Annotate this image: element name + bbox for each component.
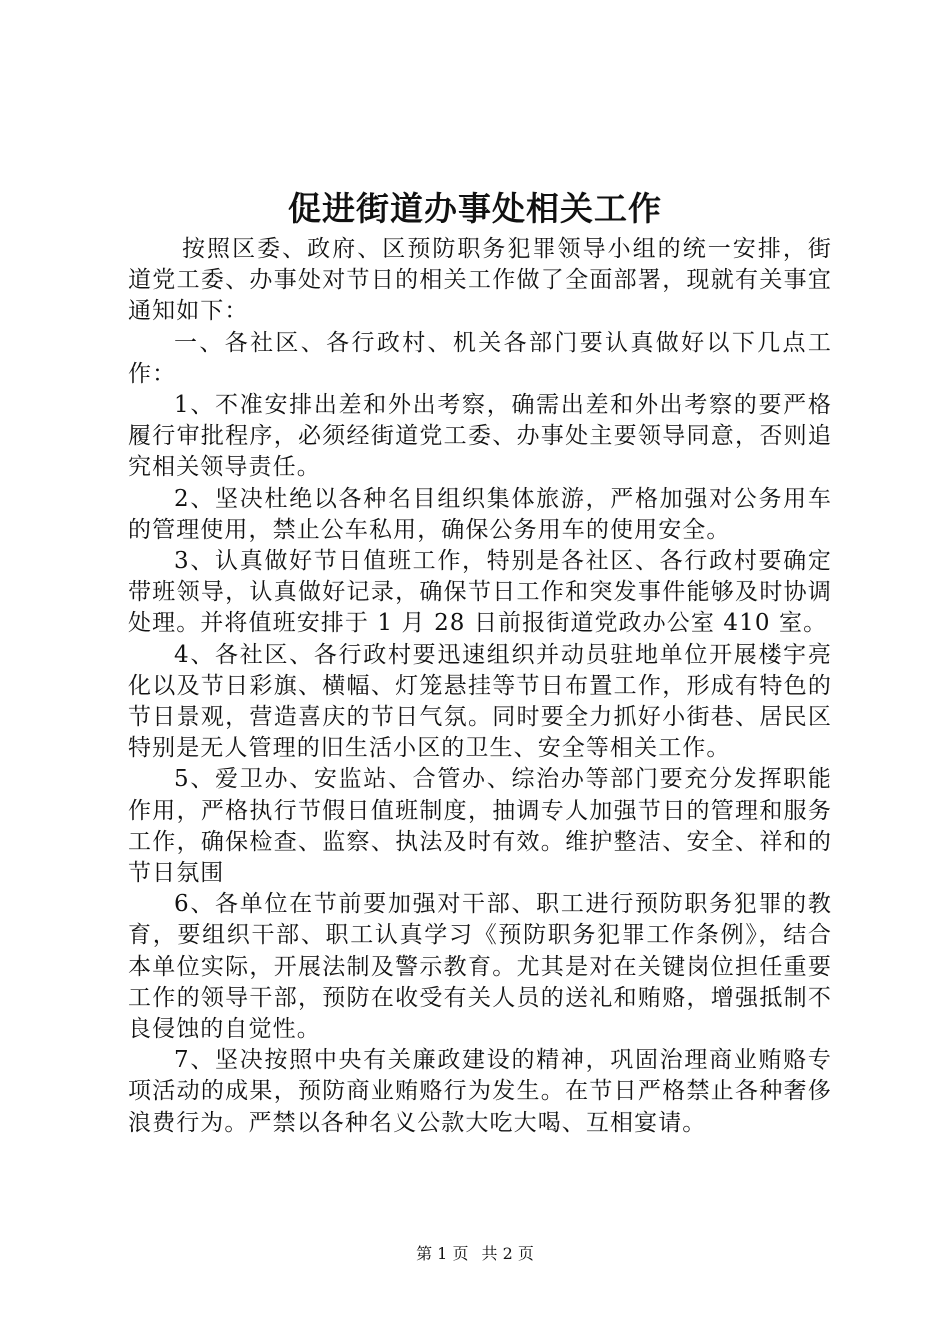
- paragraph-item-5: 5、爱卫办、安监站、合管办、综治办等部门要充分发挥职能作用，严格执行节假日值班制度，抽调专人加强节日的管理和服务工作，确保检查、监察、执法及时有效。维护整洁、安全、祥和的节日氛围: [128, 766, 832, 887]
- paragraph-item-2: 2、坚决杜绝以各种名目组织集体旅游，严格加强对公务用车的管理使用，禁止公车私用，确保公务用车的使用安全。: [128, 485, 832, 543]
- document-title: 促进街道办事处相关工作: [288, 189, 662, 228]
- paragraph-intro: 按照区委、政府、区预防职务犯罪领导小组的统一安排，街道党工委、办事处对节日的相关工作做了全面部署，现就有关事宜通知如下：: [128, 236, 832, 325]
- page-footer: [0, 1242, 950, 1266]
- page-number: 第 1 页: [416, 1244, 469, 1263]
- paragraph-item-3: 3、认真做好节日值班工作，特别是各社区、各行政村要确定带班领导，认真做好记录，确保节日工作和突发事件能够及时协调处理。并将值班安排于 1 月 28 日前报街道党政办公室 410 室。: [128, 548, 832, 637]
- paragraph-section-1: 一、各社区、各行政村、机关各部门要认真做好以下几点工作：: [128, 329, 832, 387]
- paragraph-item-1: 1、不准安排出差和外出考察，确需出差和外出考察的要严格履行审批程序，必须经街道党工委、办事处主要领导同意，否则追究相关领导责任。: [128, 392, 832, 481]
- paragraph-item-6: 6、各单位在节前要加强对干部、职工进行预防职务犯罪的教育，要组织干部、职工认真学习《预防职务犯罪工作条例》，结合本单位实际，开展法制及警示教育。尤其是对在关键岗位担任重要工作的领导干部，预防在收受有关人员的送礼和贿赂，增强抵制不良侵蚀的自觉性。: [128, 891, 832, 1043]
- paragraph-item-7: 7、坚决按照中央有关廉政建设的精神，巩固治理商业贿赂专项活动的成果，预防商业贿赂行为发生。在节日严格禁止各种奢侈浪费行为。严禁以各种名义公款大吃大喝、互相宴请。: [128, 1047, 832, 1136]
- document-body: [128, 234, 832, 1139]
- paragraph-item-4: 4、各社区、各行政村要迅速组织并动员驻地单位开展楼宇亮化以及节日彩旗、横幅、灯笼悬挂等节日布置工作，形成有特色的节日景观，营造喜庆的节日气氛。同时要全力抓好小街巷、居民区特别是无人管理的旧生活小区的卫生、安全等相关工作。: [128, 641, 832, 762]
- page-total: 共 2 页: [481, 1244, 534, 1263]
